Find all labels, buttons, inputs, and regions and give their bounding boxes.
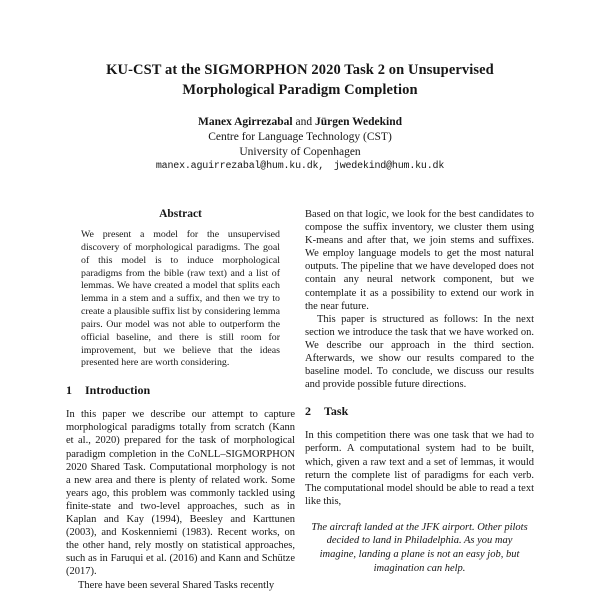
section-heading-introduction: [66, 383, 295, 398]
paper-columns: [66, 208, 534, 592]
author-emails: manex.aguirrezabal@hum.ku.dk, jwedekind@hum.ku.dk: [155, 161, 445, 172]
author-conjunction: and: [292, 116, 315, 128]
author-line: [66, 115, 534, 130]
paper-title-line1: KU-CST at the SIGMORPHON 2020 Task 2 on Unsupervised: [106, 62, 494, 78]
introduction-paragraph-2: There have been several Shared Tasks recently: [78, 579, 275, 591]
task-paragraph-1: In this competition there was one task that we had to perform. A computational system had to be built, which, given a raw text and a set of lemmas, it would return the complete list of paradigms for each verb. The computational model should be able to read a text like this,: [305, 430, 534, 507]
abstract-section: [66, 208, 295, 370]
paper-title-line2: Morphological Paradigm Completion: [182, 82, 418, 98]
affiliation-line2: University of Copenhagen: [239, 146, 361, 158]
paper-title: [66, 60, 534, 100]
right-column: [305, 208, 534, 592]
abstract-body: We present a model for the unsupervised discovery of morphological paradigms. The goal of this model is to induce morphological paradigms from the bible (raw text) and a list of lemmas. We have created a model that splits each lemma in a stem and a suffix, and then we try to create a plausible suffix list by considering lemma pairs. Our model was not able to outperform the official baseline, and there is still room for improvement, but we believe that the ideas presented here are worth considering.: [81, 229, 280, 369]
section-heading-task: [305, 404, 534, 419]
affiliation-line1: Centre for Language Technology (CST): [208, 131, 392, 143]
section-number: 1: [66, 383, 72, 398]
section-number: 2: [305, 404, 311, 419]
example-text-quote: The aircraft landed at the JFK airport. Other pilots decided to land in Philadelphia. As you may imagine, landing a plane is not an easy job, but imagination can help.: [311, 521, 528, 574]
abstract-heading: Abstract: [159, 208, 202, 220]
introduction-paragraph-1: In this paper we describe our attempt to capture morphological paradigms totally from scratch (Kann et al., 2020) prepared for the task of morphological paradigm completion in the CoNLL–SIGMORPHON 2020 Shared Task. Computational morphology is not a new area and there is plenty of related work. Some years ago, this problem was commonly tackled using finite-state and two-level approaches, such as in Kaplan and Kay (1994), Beesley and Karttunen (2003), and Koskenniemi (1983). Recent works, on the other hand, rely mostly on statistical approaches, such as in Faruqui et al. (2016) and Kann and Schütze (2017).: [66, 409, 295, 578]
left-column: [66, 208, 295, 592]
section-title: Introduction: [85, 383, 151, 398]
author-name-1: Manex Agirrezabal: [197, 116, 293, 128]
right-column-paragraph-1: Based on that logic, we look for the best candidates to compose the suffix inventory, we cluster them using K-means and after that, we join stems and suffixes. We employ language models to get the most natural outputs. The pipeline that we have developed does not contain any neural network component, but we contemplate it as a possibility to extend our work in the near future.: [305, 209, 534, 312]
right-column-paragraph-2: This paper is structured as follows: In the next section we introduce the task that we have worked on. We describe our approach in the third section. Afterwards, we show our results compared to the baseline model. To conclude, we discuss our results and provide possible future directions.: [305, 313, 534, 391]
author-name-2: Jürgen Wedekind: [314, 116, 403, 128]
section-title: Task: [324, 404, 349, 419]
